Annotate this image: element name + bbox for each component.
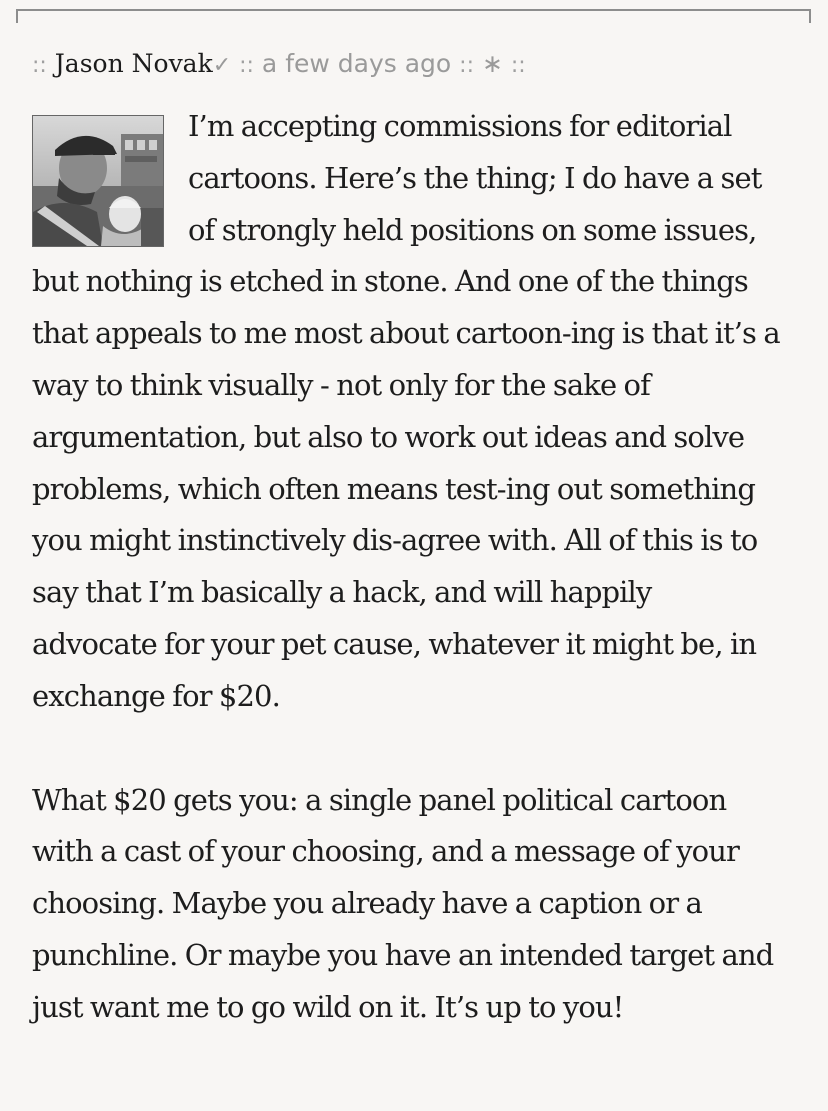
meta-separator: :: (510, 53, 526, 78)
verified-check-icon: ✓ (212, 53, 232, 78)
timestamp-link[interactable]: a few days ago (261, 49, 452, 78)
paragraph-gap (32, 723, 780, 775)
post-paragraph: I’m accepting commissions for editorial cartoons. Here’s the thing; I do have a set of strongly held positions on some issues, but nothing is etched in stone. And one of the things that appeals to me most about cartoon-ing is that it’s a way to think visually - not only for the sake of argumentation, but also to work out ideas and solve problems, which often means test-ing out something you might instinctively dis-agree with. All of this is to say that I’m basically a hack, and will happily advocate for your pet cause, whatever it might be, in exchange for $20. (32, 109, 780, 713)
post-paragraph: What $20 gets you: a single panel political cartoon with a cast of your choosing, and a message of your choosing. Maybe you already have a caption or a punchline. Or maybe you have an intended target and just want me to go wild on it. It’s up to you! (32, 782, 774, 1024)
post-meta-line (32, 44, 526, 84)
star-icon[interactable]: ∗ (481, 49, 503, 78)
meta-separator: :: (239, 53, 254, 78)
meta-separator: :: (459, 53, 474, 78)
avatar-photo-icon[interactable] (32, 115, 164, 247)
meta-separator: :: (32, 53, 47, 78)
author-name-link[interactable]: Jason Novak (54, 49, 213, 78)
post-body (32, 101, 780, 1034)
post-frame-top-border (16, 9, 811, 23)
